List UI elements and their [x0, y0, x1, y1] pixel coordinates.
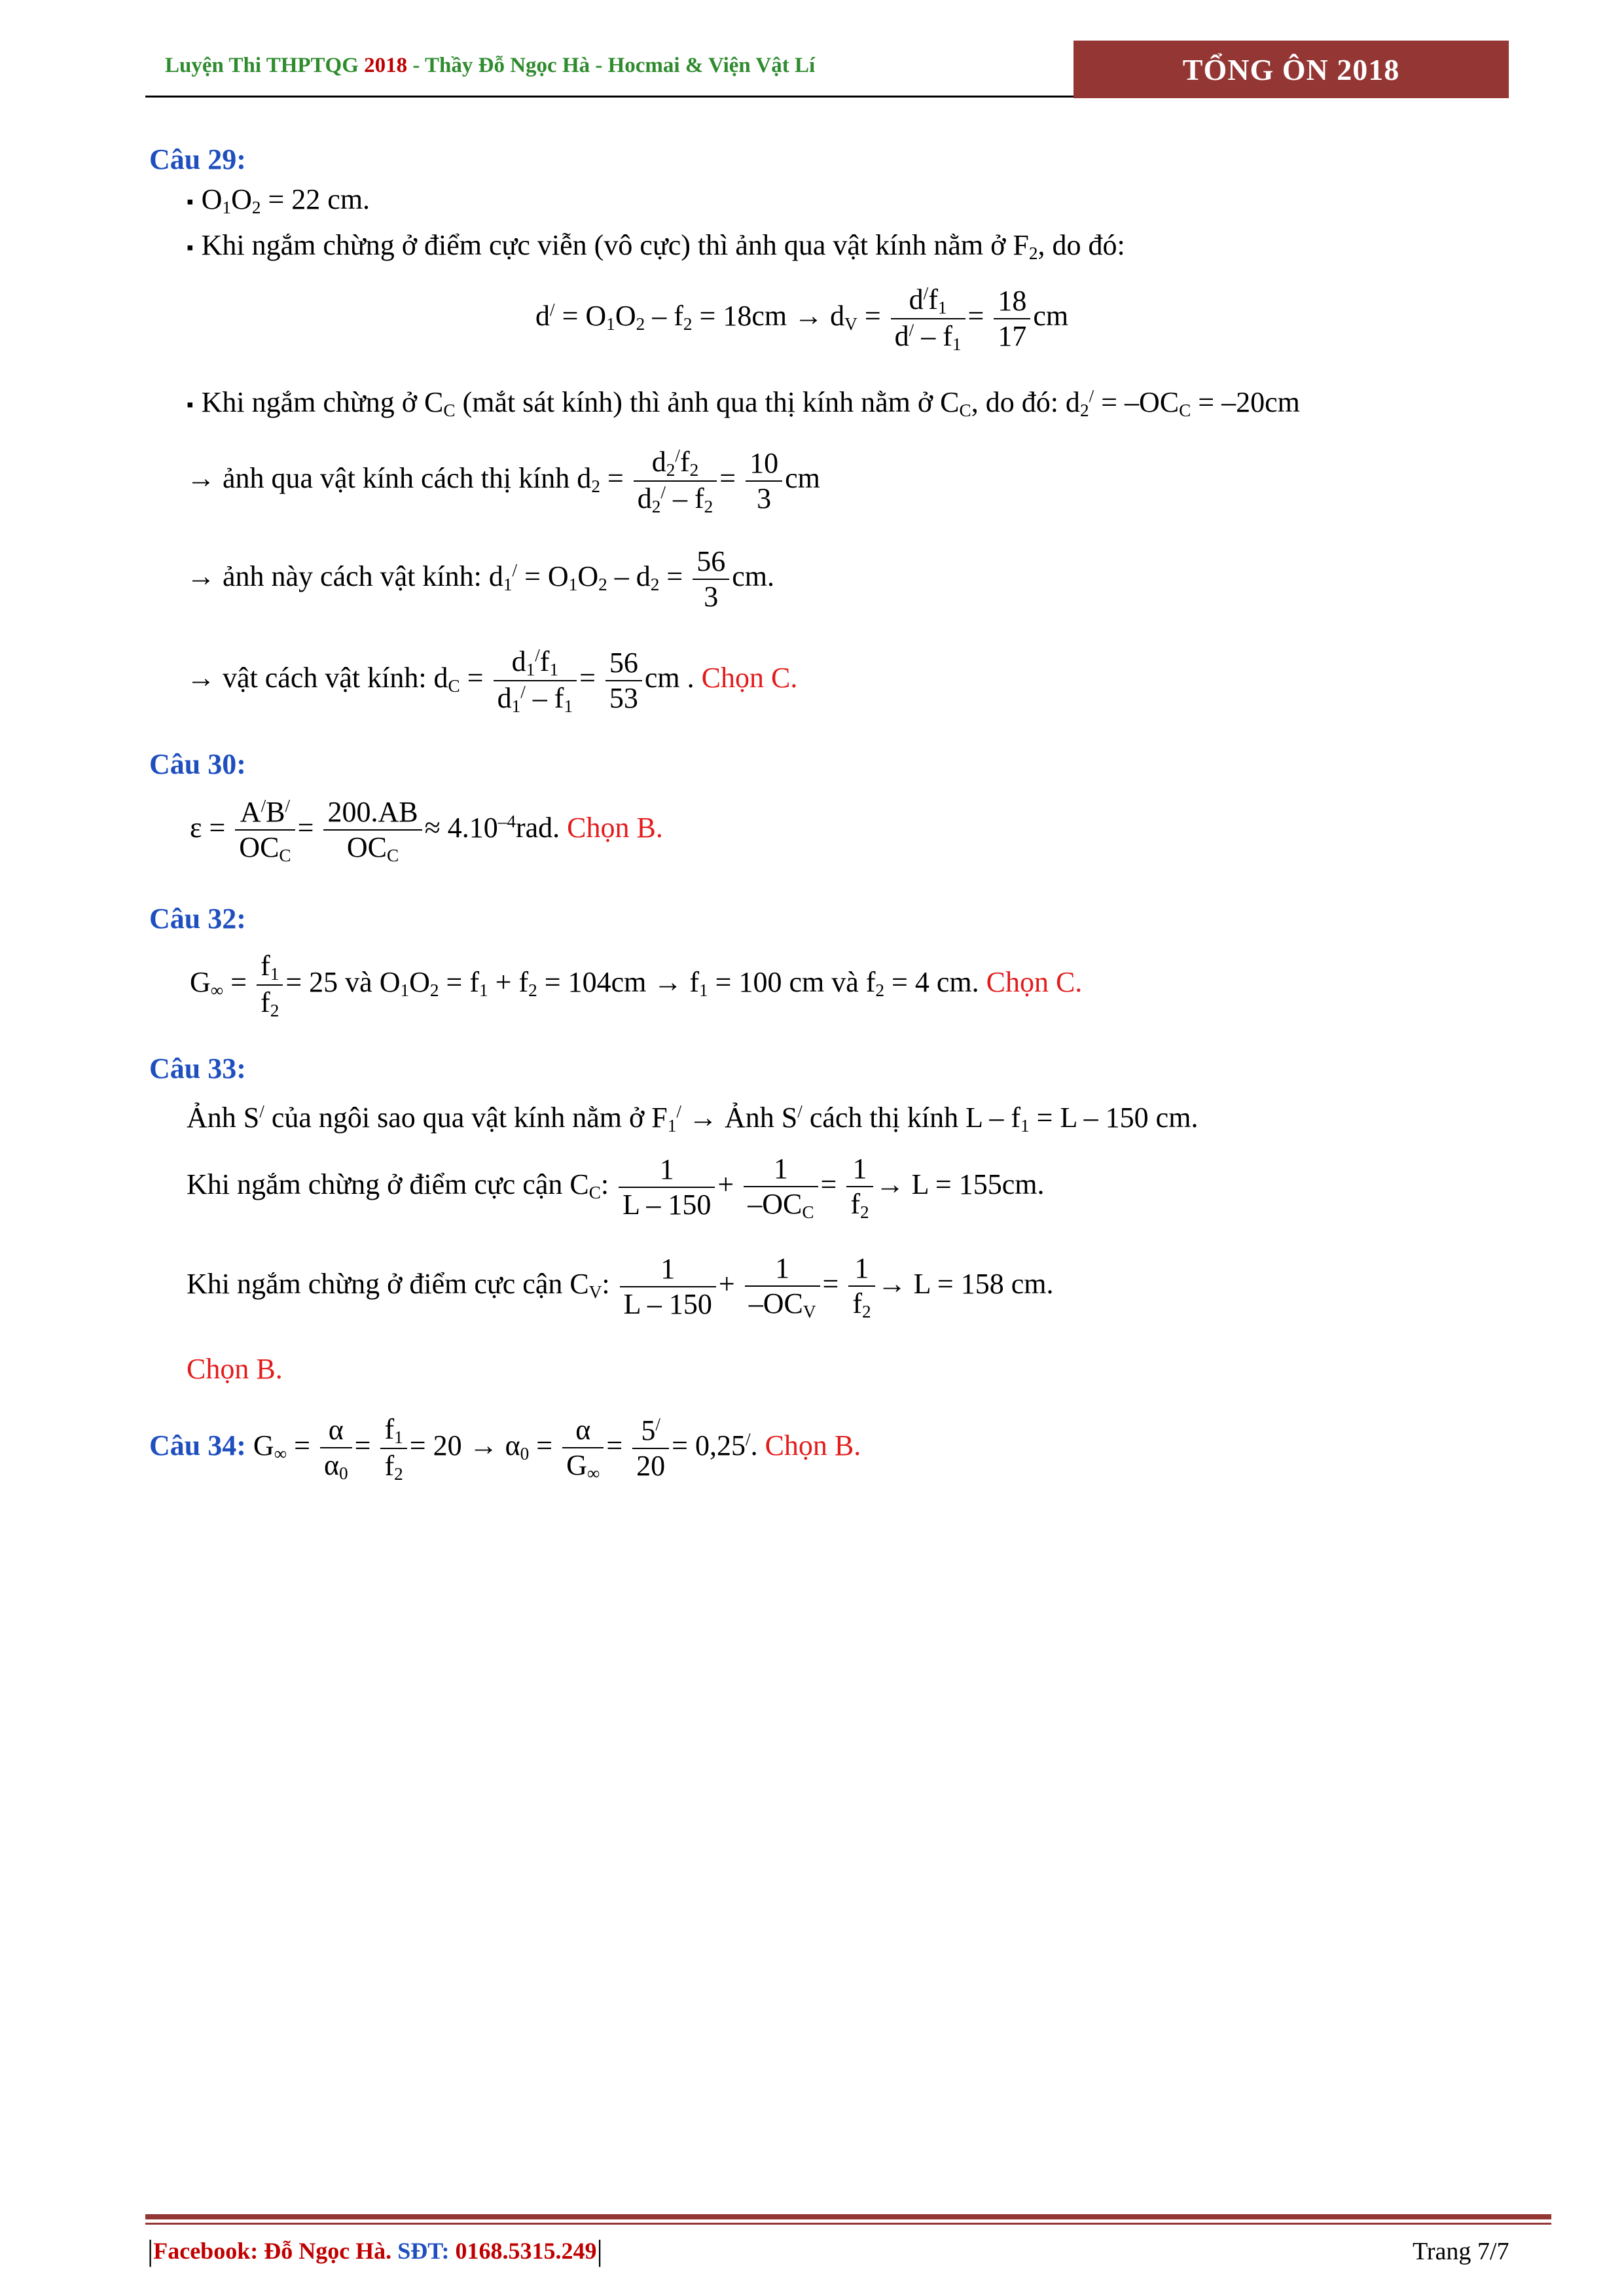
footer-contact: |Facebook: Đỗ Ngọc Hà. SĐT: 0168.5315.249| — [147, 2234, 603, 2267]
q33-line-2: Khi ngắm chừng ở điểm cực cận $C_C$: $\frac{1}{L - 150}$ + 1 $-OC_C$ = $\frac{1}{f_2}$ → L = 155cm. — [187, 1153, 1045, 1222]
footer-rule-thin — [145, 2223, 1551, 2225]
q29-line-1: ▪ $O_1O_2 = 22$ cm. — [187, 183, 370, 217]
footer-phone-label: SĐT: — [397, 2238, 456, 2264]
q29-line-2: ▪ Khi ngắm chừng ở điểm cực viễn (vô cực) thì ảnh qua vật kính nằm ở $F_2$, do đó: — [187, 229, 1125, 263]
question-33-title: Câu 33: — [149, 1052, 246, 1085]
footer-author-name: Đỗ Ngọc Hà. — [264, 2238, 398, 2264]
footer-phone: 0168.5315.249 — [455, 2238, 597, 2264]
q29-line-5: → ảnh này cách vật kính: $d_1^/ = O_1O_2 - d_2$ = $\frac{56}{3}$ cm. — [187, 545, 774, 613]
q32-answer: Chọn C. — [986, 966, 1083, 999]
q29-formula-1: $d^/ = O_1O_2 - f_2 = 18cm \to d_V$ = $\frac{d^/f_1}{d^/ - f_1}$ = $\frac{18}{17}$ cm — [535, 283, 1069, 354]
q29-answer: Chọn C. — [701, 662, 798, 694]
q29-line-4: → ảnh qua vật kính cách thị kính $d_2$ = $\frac{d_2^/f_2}{d_2^/ - f_2}$ = $\frac{10}{3}$ cm — [187, 446, 820, 516]
q29-line-3: ▪ Khi ngắm chừng ở $C_C$ (mắt sát kính) thì ảnh qua thị kính nằm ở $C_C$, do đó: $d_2^/ = -OC_C = -20cm$ — [187, 386, 1300, 420]
q33-line-1: Ảnh S/ của ngôi sao qua vật kính nằm ở $F_1^/$ → Ảnh S/ cách thị kính $L - f_1 = L - 150$ cm. — [187, 1102, 1199, 1136]
question-29-title: Câu 29: — [149, 143, 246, 175]
question-34-title: Câu 34: — [149, 1429, 246, 1462]
question-32-title: Câu 32: — [149, 903, 246, 935]
footer-facebook-label: Facebook: — [153, 2238, 264, 2264]
page-number: Trang 7/7 — [1413, 2238, 1509, 2265]
q30-formula: ε = A/B/ $OC_C$ = 200.AB $OC_C$ ≈ $4.10^{-4}rad$. Chọn B. — [190, 796, 663, 865]
q34-answer: Chọn B. — [765, 1429, 861, 1462]
q33-answer: Chọn B. — [187, 1353, 283, 1385]
q29-line-6: → vật cách vật kính: $d_C$ = $\frac{d_1^/f_1}{d_1^/ - f_1}$ = $\frac{56}{53}$ cm . Chọn C. — [187, 645, 798, 716]
q34-formula: Câu 34: $G_\infty$ = $\frac{\alpha}{\alpha_0}$ = $\frac{f_1}{f_2}$ = $20 \to \alpha_0$ = $\frac{\alpha}{G_\infty}$ = $\frac{5^/}{20}$ = 0,25/. Chọn B. — [149, 1413, 861, 1484]
footer-rule-thick — [145, 2214, 1551, 2219]
question-30-title: Câu 30: — [149, 748, 246, 780]
header-badge: TỔNG ÔN 2018 — [1074, 41, 1509, 98]
q32-formula: $G_\infty$ = $\frac{f_1}{f_2}$ = 25 và $O_1O_2 = f_1 + f_2 = 104cm \to f_1 = 100$ cm và $f_2 = 4$ cm. Chọn C. — [190, 950, 1083, 1020]
header-year: 2018 — [364, 54, 408, 77]
header-rule — [145, 96, 1075, 98]
q33-line-3: Khi ngắm chừng ở điểm cực cận $C_V$: $\frac{1}{L - 150}$ + 1 $-OC_V$ = $\frac{1}{f_2}$ → L = 158 cm. — [187, 1252, 1054, 1321]
header-title: Luyện Thi THPTQG 2018 - Thầy Đỗ Ngọc Hà - Hocmai & Viện Vật Lí — [165, 54, 816, 77]
q30-answer: Chọn B. — [567, 812, 663, 844]
